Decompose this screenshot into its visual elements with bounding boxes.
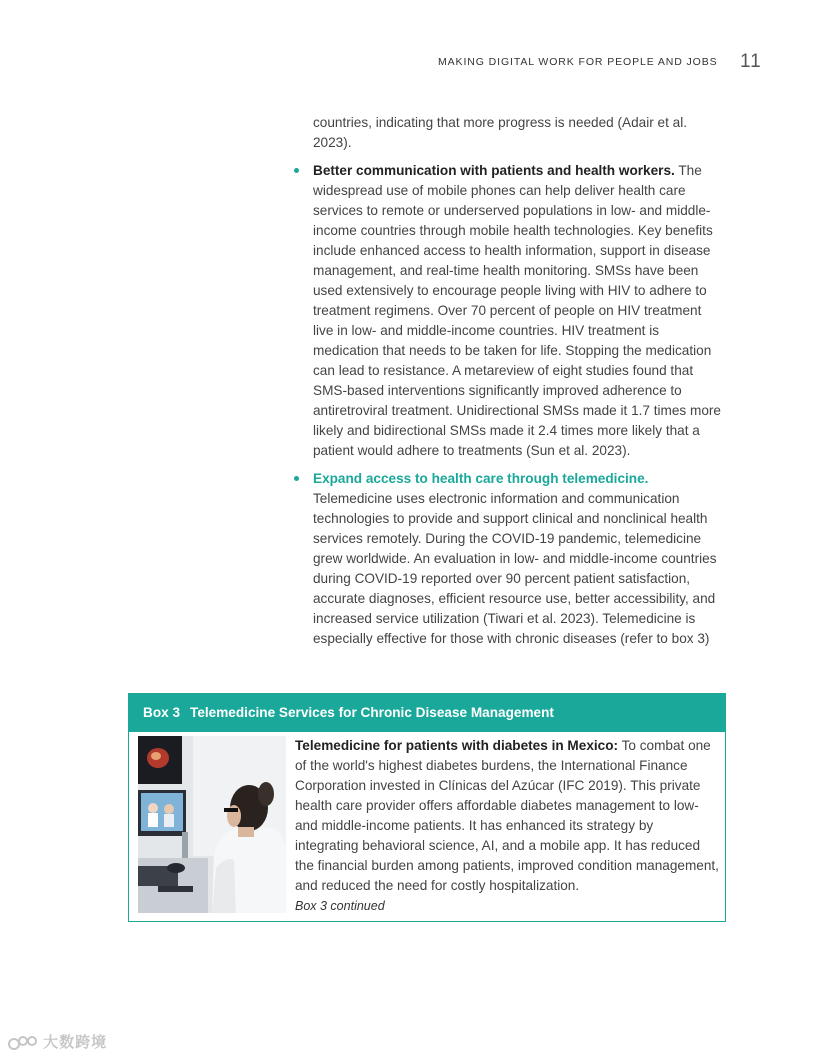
watermark-text: 大数跨境 <box>43 1034 108 1051</box>
page-number: 11 <box>740 51 762 72</box>
running-title: MAKING DIGITAL WORK FOR PEOPLE AND JOBS <box>438 56 718 68</box>
bullet-lead: Expand access to health care through telemedicine. <box>313 471 649 486</box>
box-3 <box>128 693 726 922</box>
bullet-text: Telemedicine uses electronic information and communication technologies to provide and support clinical and nonclinical health services remotely. During the COVID-19 pandemic, telemedicine grew worldwide. An evaluation in low- and middle-income countries during COVID-19 reported over 90 percent patient satisfaction, accurate diagnoses, efficient resource use, better accessibility, and increased service utilization (Tiwari et al. 2023). Telemedicine is especially effective for those with chronic diseases (refer to box 3) <box>313 491 717 646</box>
box-label: Box 3 <box>143 705 181 720</box>
box-text: To combat one of the world's highest diabetes burdens, the International Finance Corporation invested in Clínicas del Azúcar (IFC 2019). This private health care provider offers affordable diabetes management to low- and middle-income patients. It has enhanced its strategy by integrating behavioral science, AI, and a mobile app. It has reduced the financial burden among patients, improved condition management, and reduced the need for costly hospitalization. <box>295 738 719 893</box>
box-continued-note: Box 3 continued <box>295 899 385 913</box>
box-title: Telemedicine Services for Chronic Disease Management <box>190 705 554 720</box>
body-column <box>313 113 725 657</box>
bullet-item <box>313 161 725 461</box>
bullet-lead: Better communication with patients and health workers. <box>313 163 675 178</box>
doctor-telemedicine-photo <box>138 736 286 913</box>
bullet-dot-icon <box>294 476 299 481</box>
bullet-item <box>313 469 725 649</box>
watermark <box>8 1031 107 1052</box>
box-body <box>295 736 720 916</box>
box-paragraph <box>295 736 720 896</box>
box-header <box>129 694 725 732</box>
box-lead: Telemedicine for patients with diabetes in Mexico: <box>295 738 619 753</box>
bullet-dot-icon <box>294 168 299 173</box>
bullet-text: The widespread use of mobile phones can help deliver health care services to remote or underserved populations in low- and middle-income countries through mobile health technologies. Key benefits include enhanced access to health information, support in disease management, and real-time health monitoring. SMSs have been used extensively to encourage people living with HIV to adhere to treatment regimens. Over 70 percent of people on HIV treatment live in low- and middle-income countries. HIV treatment is medication that needs to be taken for life. Stopping the medication can lead to resistance. A metareview of eight studies found that SMS-based interventions significantly improved adherence to antiretroviral treatment. Unidirectional SMSs made it 1.7 times more likely and bidirectional SMSs made it 2.4 times more likely that a patient would adhere to treatments (Sun et al. 2023). <box>313 163 721 458</box>
watermark-logo-icon <box>8 1035 38 1051</box>
continuation-paragraph: countries, indicating that more progress is needed (Adair et al. 2023). <box>313 115 688 150</box>
